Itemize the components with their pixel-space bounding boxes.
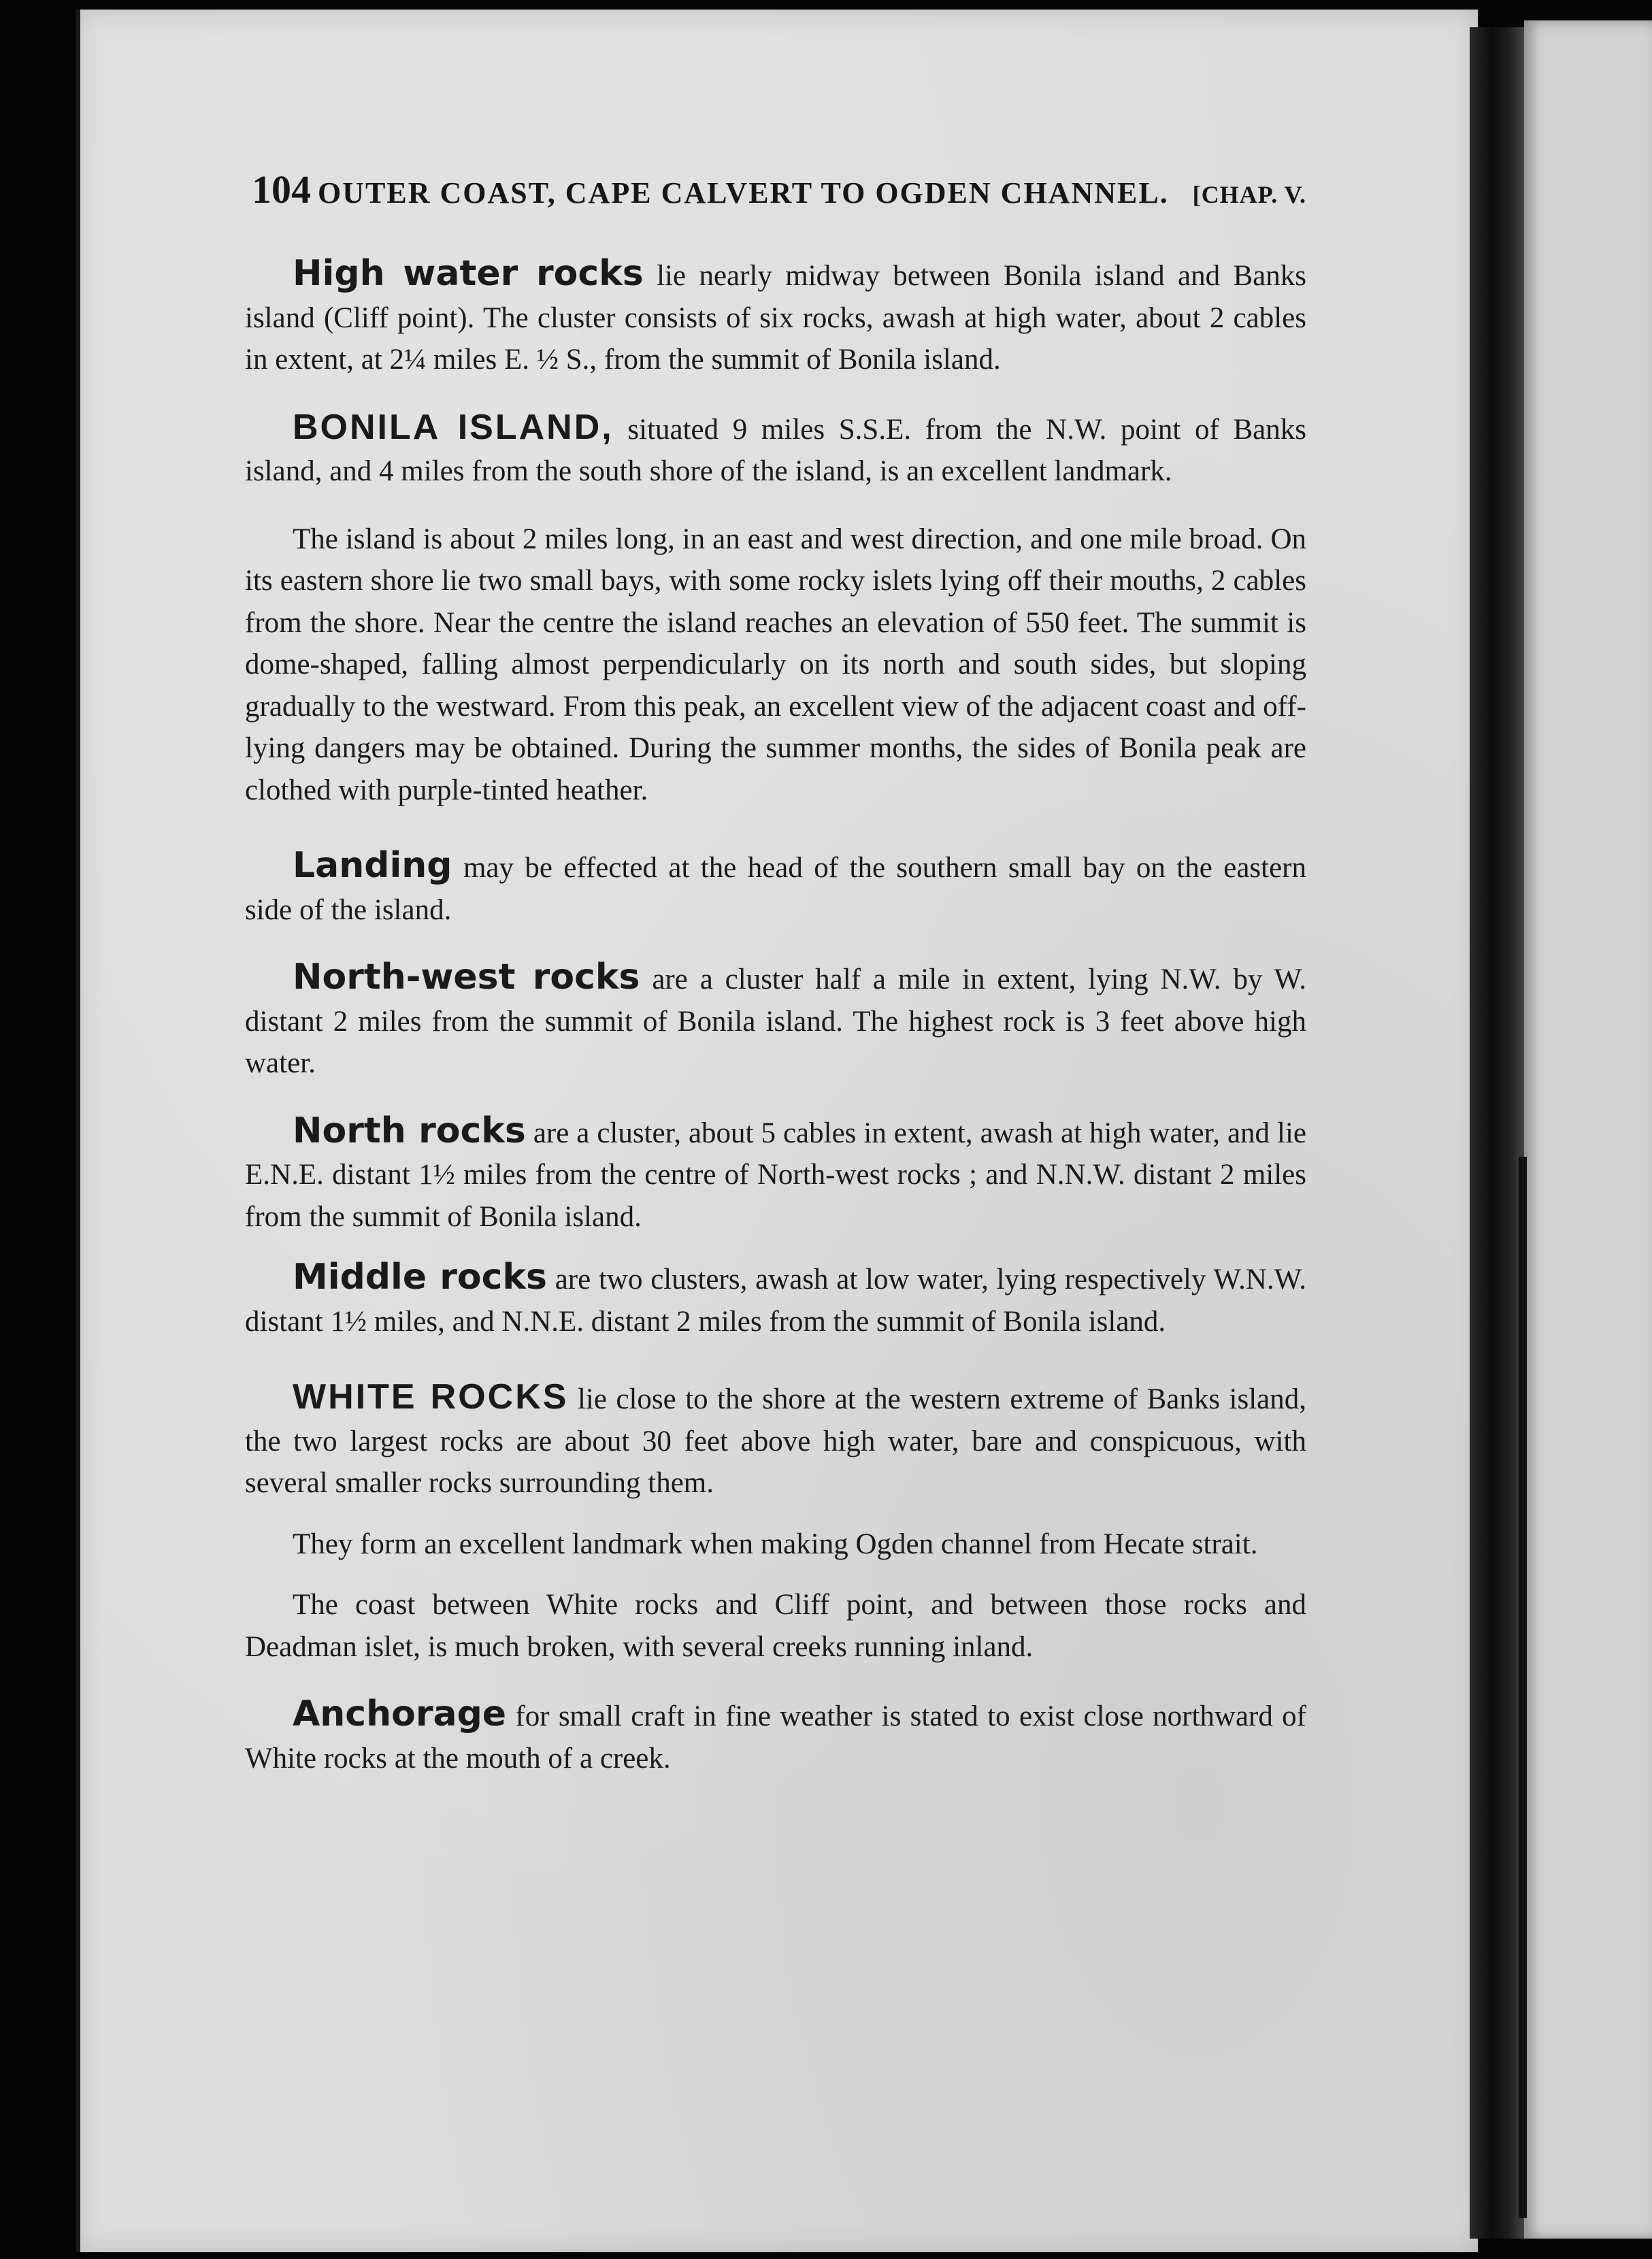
chapter-reference: [CHAP. V. bbox=[1192, 181, 1306, 208]
book-binding-shadow bbox=[1470, 27, 1524, 2239]
paragraph-text: The coast between White rocks and Cliff point, and between those rocks and Deadman islet, is much broken, with several creeks running inland. bbox=[245, 1589, 1306, 1663]
paragraph-text: are a cluster, about 5 cables in extent, awash at high water, and lie E.N.E. distant 1½ miles from the centre of North-west rocks ; and N.N.W. distant 2 miles from the summit of Bonila island. bbox=[245, 1117, 1306, 1233]
adjacent-page-edge bbox=[1519, 1157, 1527, 2218]
paragraph-north-west-rocks bbox=[245, 957, 1306, 1085]
paragraph-text: lie nearly midway between Bonila island and Banks island (Cliff point). The cluster consists of six rocks, awash at high water, about 2 cables in extent, at 2¼ miles E. ½ S., from the summit of Bonila island. bbox=[245, 260, 1306, 376]
paragraph-bonila-island bbox=[245, 407, 1306, 493]
paragraph-high-water-rocks bbox=[245, 253, 1306, 381]
paragraph-lead: North-west rocks bbox=[293, 957, 640, 997]
page-body bbox=[245, 253, 1306, 1779]
paragraph-text: are two clusters, awash at low water, lying respectively W.N.W. distant 1½ miles, and N.N.E. distant 2 miles from the summit of Bonila island. bbox=[245, 1264, 1307, 1338]
paragraph-white-rocks bbox=[245, 1376, 1306, 1504]
page-left-edge bbox=[76, 10, 80, 2252]
paragraph-north-rocks bbox=[245, 1110, 1306, 1238]
paragraph-lead: Anchorage bbox=[293, 1694, 507, 1734]
paragraph-text: are a cluster half a mile in extent, lying N.W. by W. distant 2 miles from the summit of Bonila island. The highest rock is 3 feet above high water. bbox=[245, 963, 1307, 1079]
paragraph-lead: BONILA ISLAND, bbox=[293, 407, 614, 447]
paragraph-lead: Landing bbox=[293, 845, 452, 886]
running-header bbox=[252, 167, 1306, 221]
paragraph-text: situated 9 miles S.S.E. from the N.W. point of Banks island, and 4 miles from the south shore of the island, is an excellent landmark. bbox=[245, 413, 1306, 487]
paragraph-text: lie close to the shore at the western extreme of Banks island, the two largest rocks are about 30 feet above high water, bare and conspicuous, with several smaller rocks surrounding them. bbox=[245, 1383, 1307, 1499]
paragraph-text: They form an excellent landmark when making Ogden channel from Hecate strait. bbox=[293, 1528, 1258, 1560]
paragraph-landmark bbox=[245, 1523, 1306, 1566]
paragraph-text: may be effected at the head of the southern small bay on the eastern side of the island. bbox=[245, 852, 1306, 926]
paragraph-lead: WHITE ROCKS bbox=[293, 1377, 569, 1417]
paragraph-text: for small craft in fine weather is stated to exist close northward of White rocks at the mouth of a creek. bbox=[245, 1700, 1307, 1775]
running-title: OUTER COAST, CAPE CALVERT TO OGDEN CHANNEL. bbox=[318, 176, 1169, 210]
paragraph-lead: Middle rocks bbox=[293, 1257, 547, 1298]
paragraph-lead: High water rocks bbox=[293, 253, 644, 294]
paragraph-coast bbox=[245, 1584, 1306, 1668]
paragraph-anchorage bbox=[245, 1694, 1306, 1779]
paragraph-landing bbox=[245, 845, 1306, 931]
paragraph-middle-rocks bbox=[245, 1257, 1306, 1342]
paragraph-text: The island is about 2 miles long, in an east and west direction, and one mile broad. On its eastern shore lie two small bays, with some rocky islets lying off their mouths, 2 cables from the shore. Near the centre the island reaches an elevation of 550 feet. The summit is dome-shaped, falling almost perpendicularly on its north and south sides, but sloping gradually to the westward. From this peak, an excellent view of the adjacent coast and off-lying dangers may be obtained. During the summer months, the sides of Bonila peak are clothed with purple-tinted heather. bbox=[245, 523, 1306, 806]
paragraph-island-description bbox=[245, 518, 1306, 812]
page-number: 104 bbox=[252, 167, 311, 212]
adjacent-page bbox=[1524, 20, 1652, 2239]
paragraph-lead: North rocks bbox=[293, 1110, 526, 1151]
